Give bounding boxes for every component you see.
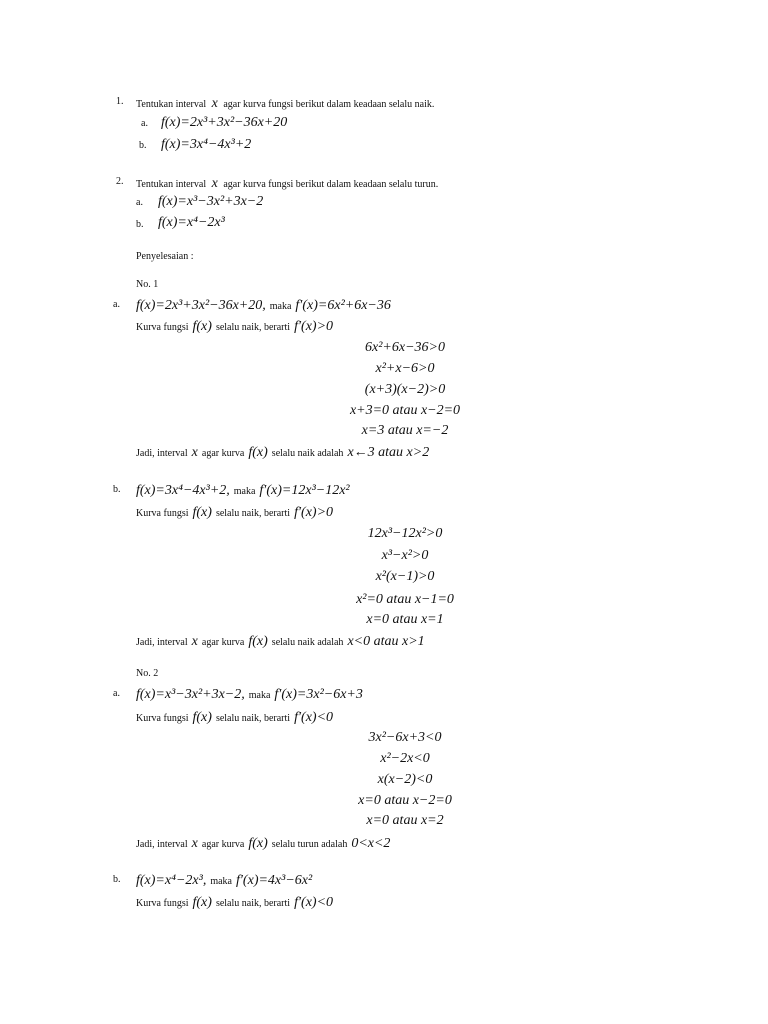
no1-a-step-2: x²+x−6>0 <box>375 361 435 376</box>
no2-a-step-5: x=0 atau x=2 <box>366 813 444 828</box>
no2-a-conc-fx: f(x) <box>248 836 268 851</box>
no1-a-conc-text3: selalu naik adalah <box>271 448 344 459</box>
no1-a-cond-fx: f(x) <box>192 319 212 334</box>
no1-a-conclusion <box>136 444 429 460</box>
no2-a-condition <box>136 709 333 725</box>
no2-a-conc-expr: 0<x<2 <box>351 836 391 851</box>
no2-a-maka: maka <box>248 690 271 701</box>
no1-b-conclusion <box>136 633 425 649</box>
no1-b-conc-expr: x<0 atau x>1 <box>347 634 425 649</box>
no1-a-derivative: f′(x)=6x²+6x−36 <box>295 298 391 313</box>
no2-b-given: f(x)=x⁴−2x³, <box>136 873 207 888</box>
no1-b-cond-text2: selalu naik, berarti <box>215 508 291 519</box>
no2-a-given: f(x)=x³−3x²+3x−2, <box>136 687 245 702</box>
no2-a-cond-text: Kurva fungsi <box>136 713 189 724</box>
no1-a-condition <box>136 318 333 334</box>
no2-b-label: b. <box>113 874 121 885</box>
no1-a-cond-text: Kurva fungsi <box>136 322 189 333</box>
q1-item-a-expr: f(x)=2x³+3x²−36x+20 <box>161 115 288 130</box>
q1-item-b-expr: f(x)=3x⁴−4x³+2 <box>161 137 252 152</box>
no1-a-step-5: x=3 atau x=−2 <box>361 423 449 438</box>
no2-b-cond-text: Kurva fungsi <box>136 898 189 909</box>
solution-heading: Penyelesaian : <box>136 251 194 262</box>
no1-a-conc-fx: f(x) <box>248 445 268 460</box>
no2-b-maka: maka <box>210 876 232 887</box>
q2-item-b-expr: f(x)=x⁴−2x³ <box>158 215 225 230</box>
no2-a-cond-expr: f′(x)<0 <box>294 710 334 725</box>
no1-b-conc-var: x <box>191 634 198 649</box>
question-2-text-pre: Tentukan interval <box>136 179 207 190</box>
no1-b-step-4: x²=0 atau x−1=0 <box>356 592 454 607</box>
question-2-text-post: agar kurva fungsi berikut dalam keadaan selalu turun. <box>223 179 439 190</box>
no1-b-step-5: x=0 atau x=1 <box>366 612 444 627</box>
no2-a-conc-text: Jadi, interval <box>136 839 188 850</box>
no1-b-conc-fx: f(x) <box>248 634 268 649</box>
no1-a-step-1: 6x²+6x−36>0 <box>365 340 445 355</box>
no1-a-given-line <box>136 297 391 313</box>
q1-item-a-label: a. <box>141 118 148 129</box>
no1-b-step-3: x²(x−1)>0 <box>375 569 435 584</box>
question-1-text-post: agar kurva fungsi berikut dalam keadaan selalu naik. <box>223 99 435 110</box>
no1-b-maka: maka <box>233 486 256 497</box>
question-2-var: x <box>211 176 218 191</box>
question-1-text <box>136 97 434 111</box>
no2-a-cond-fx: f(x) <box>192 710 212 725</box>
no2-a-step-2: x²−2x<0 <box>380 751 430 766</box>
no1-b-given-line <box>136 482 350 498</box>
no2-b-given-line <box>136 872 312 888</box>
question-1-text-pre: Tentukan interval <box>136 99 207 110</box>
no2-a-derivative: f′(x)=3x²−6x+3 <box>274 687 363 702</box>
no1-a-step-3: (x+3)(x−2)>0 <box>364 382 446 397</box>
no1-a-cond-text2: selalu naik, berarti <box>215 322 291 333</box>
no1-b-cond-expr: f′(x)>0 <box>294 505 334 520</box>
no1-a-conc-text2: agar kurva <box>201 448 245 459</box>
no2-b-cond-expr: f′(x)<0 <box>294 895 334 910</box>
no2-a-given-line <box>136 686 363 702</box>
no1-b-cond-fx: f(x) <box>192 505 212 520</box>
question-2-text <box>136 177 438 191</box>
no2-a-label: a. <box>113 688 120 699</box>
no1-b-derivative: f′(x)=12x³−12x² <box>259 483 350 498</box>
no2-a-step-4: x=0 atau x−2=0 <box>358 793 452 808</box>
no1-a-cond-expr: f′(x)>0 <box>294 319 334 334</box>
no1-a-conc-text: Jadi, interval <box>136 448 188 459</box>
no2-a-conc-var: x <box>191 836 198 851</box>
no1-a-conc-var: x <box>191 445 198 460</box>
no1-b-conc-text3: selalu naik adalah <box>271 637 344 648</box>
no1-a-step-4: x+3=0 atau x−2=0 <box>349 403 461 418</box>
no2-a-conc-text2: agar kurva <box>201 839 245 850</box>
q2-item-a-label: a. <box>136 197 143 208</box>
no1-a-conc-expr: x←3 atau x>2 <box>347 445 430 460</box>
q1-item-b-label: b. <box>139 140 147 151</box>
no1-b-condition <box>136 504 333 520</box>
no2-b-cond-text2: selalu naik, berarti <box>215 898 291 909</box>
no1-b-conc-text: Jadi, interval <box>136 637 188 648</box>
no2-heading: No. 2 <box>136 668 159 679</box>
no1-a-label: a. <box>113 299 120 310</box>
no2-a-cond-text2: selalu naik, berarti <box>215 713 291 724</box>
no2-b-condition <box>136 894 333 910</box>
no2-b-derivative: f′(x)=4x³−6x² <box>235 873 313 888</box>
no1-b-label: b. <box>113 484 121 495</box>
no1-b-given: f(x)=3x⁴−4x³+2, <box>136 483 230 498</box>
no2-b-cond-fx: f(x) <box>192 895 212 910</box>
question-1-number: 1. <box>116 96 124 107</box>
no1-a-maka: maka <box>269 301 292 312</box>
no2-a-conclusion <box>136 835 390 851</box>
no1-b-step-1: 12x³−12x²>0 <box>367 526 443 541</box>
no2-a-step-3: x(x−2)<0 <box>377 772 433 787</box>
no1-b-cond-text: Kurva fungsi <box>136 508 189 519</box>
q2-item-b-label: b. <box>136 219 144 230</box>
no1-b-conc-text2: agar kurva <box>201 637 245 648</box>
q2-item-a-expr: f(x)=x³−3x²+3x−2 <box>158 194 264 209</box>
no1-b-step-2: x³−x²>0 <box>381 548 429 563</box>
no1-heading: No. 1 <box>136 279 159 290</box>
question-2-number: 2. <box>116 176 124 187</box>
no2-a-conc-text3: selalu turun adalah <box>271 839 348 850</box>
question-1-var: x <box>211 96 218 111</box>
no2-a-step-1: 3x²−6x+3<0 <box>368 730 442 745</box>
no1-a-given: f(x)=2x³+3x²−36x+20, <box>136 298 266 313</box>
